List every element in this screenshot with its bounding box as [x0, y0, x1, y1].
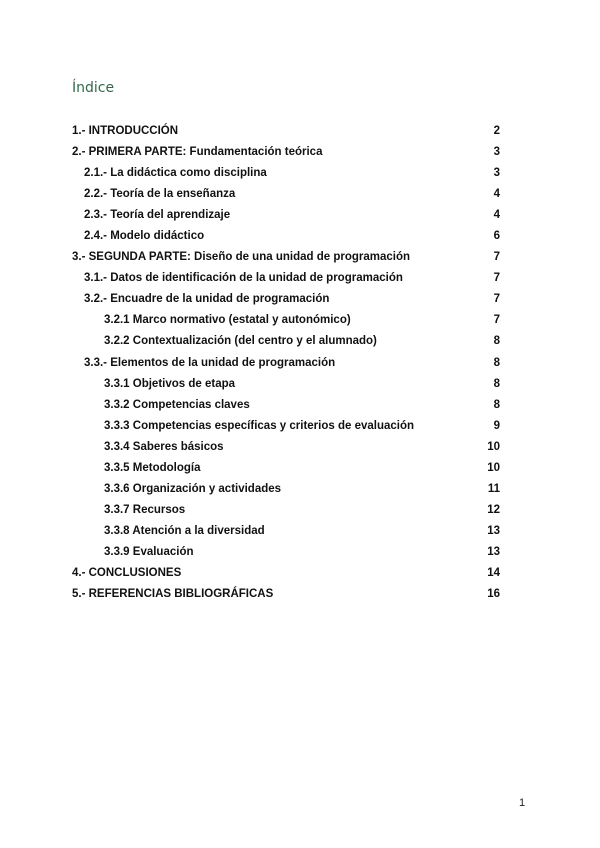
toc-entry[interactable]	[72, 416, 502, 437]
toc-entry-page: 10	[487, 440, 500, 453]
toc-entry-label: 3.3.5 Metodología	[104, 461, 201, 474]
toc-entry-page: 12	[487, 503, 500, 516]
toc-entry[interactable]	[72, 479, 502, 500]
toc-entry-label: 3.3.8 Atención a la diversidad	[104, 524, 265, 537]
toc-entry[interactable]	[72, 289, 502, 310]
toc-entry-label: 3.2.1 Marco normativo (estatal y autonómico)	[104, 314, 351, 327]
toc-entry[interactable]	[72, 542, 502, 563]
toc-entry-page: 3	[493, 167, 500, 180]
toc-entry[interactable]	[72, 584, 502, 605]
toc-entry-label: 1.- INTRODUCCIÓN	[72, 125, 179, 137]
toc-entry-page: 6	[493, 230, 500, 243]
toc-entry-label: 3.- SEGUNDA PARTE: Diseño de una unidad de programación	[72, 251, 411, 264]
toc-entry-label: 2.2.- Teoría de la enseñanza	[84, 188, 236, 201]
toc-entry-page: 8	[493, 398, 500, 411]
toc-entry-label: 3.3.4 Saberes básicos	[104, 440, 224, 453]
toc-entry-label: 3.3.7 Recursos	[104, 503, 186, 516]
table-of-contents	[72, 121, 502, 605]
toc-entry-label: 3.3.- Elementos de la unidad de programación	[84, 356, 336, 369]
toc-entry-label: 2.- PRIMERA PARTE: Fundamentación teórica	[72, 146, 323, 159]
toc-entry[interactable]	[72, 268, 502, 289]
toc-entry[interactable]	[72, 247, 502, 268]
toc-entry[interactable]	[72, 184, 502, 205]
toc-entry-label: 2.4.- Modelo didáctico	[84, 230, 205, 243]
toc-entry-page: 8	[493, 335, 500, 348]
toc-entry[interactable]	[72, 563, 502, 584]
toc-entry[interactable]	[72, 353, 502, 374]
toc-entry[interactable]	[72, 437, 502, 458]
toc-entry[interactable]	[72, 310, 502, 331]
toc-entry-label: 3.2.- Encuadre de la unidad de programación	[84, 293, 330, 306]
toc-entry[interactable]	[72, 142, 502, 163]
toc-entry-page: 7	[493, 251, 500, 264]
toc-entry-label: 3.3.9 Evaluación	[104, 545, 194, 558]
toc-entry-page: 2	[493, 125, 500, 137]
toc-entry[interactable]	[72, 374, 502, 395]
toc-entry-page: 4	[493, 209, 500, 222]
toc-entry-page: 7	[493, 293, 500, 306]
toc-entry-page: 4	[493, 188, 500, 201]
toc-entry-page: 7	[493, 272, 500, 285]
toc-entry[interactable]	[72, 521, 502, 542]
toc-entry-page: 13	[487, 545, 500, 558]
toc-entry-label: 2.1.- La didáctica como disciplina	[84, 167, 267, 180]
toc-entry-label: 4.- CONCLUSIONES	[72, 566, 182, 579]
toc-entry-page: 7	[493, 314, 500, 327]
toc-entry[interactable]	[72, 458, 502, 479]
toc-entry-page: 16	[487, 588, 500, 601]
toc-entry-page: 8	[493, 356, 500, 369]
toc-entry-page: 8	[493, 377, 500, 390]
toc-entry-page: 13	[487, 524, 500, 537]
toc-entry-label: 3.1.- Datos de identificación de la unidad de programación	[84, 272, 403, 285]
toc-entry-page: 9	[493, 419, 500, 432]
toc-entry-label: 3.3.6 Organización y actividades	[104, 482, 282, 495]
toc-entry-label: 5.- REFERENCIAS BIBLIOGRÁFICAS	[72, 588, 274, 601]
toc-entry[interactable]	[72, 395, 502, 416]
toc-entry-page: 14	[487, 566, 500, 579]
toc-entry[interactable]	[72, 331, 502, 352]
toc-entry-page: 11	[487, 482, 500, 495]
toc-entry[interactable]	[72, 121, 502, 142]
page-title: Índice	[72, 80, 115, 97]
toc-entry-label: 3.3.1 Objetivos de etapa	[104, 377, 236, 390]
page-number: 1	[519, 797, 526, 809]
toc-entry-label: 3.2.2 Contextualización (del centro y el alumnado)	[104, 335, 377, 348]
toc-entry-page: 3	[493, 146, 500, 159]
toc-entry-page: 10	[487, 461, 500, 474]
toc-entry[interactable]	[72, 205, 502, 226]
toc-entry-label: 2.3.- Teoría del aprendizaje	[84, 209, 231, 222]
toc-entry[interactable]	[72, 500, 502, 521]
toc-entry[interactable]	[72, 226, 502, 247]
toc-entry-label: 3.3.3 Competencias específicas y criterios de evaluación	[104, 419, 415, 432]
toc-entry[interactable]	[72, 163, 502, 184]
toc-entry-label: 3.3.2 Competencias claves	[104, 398, 250, 411]
